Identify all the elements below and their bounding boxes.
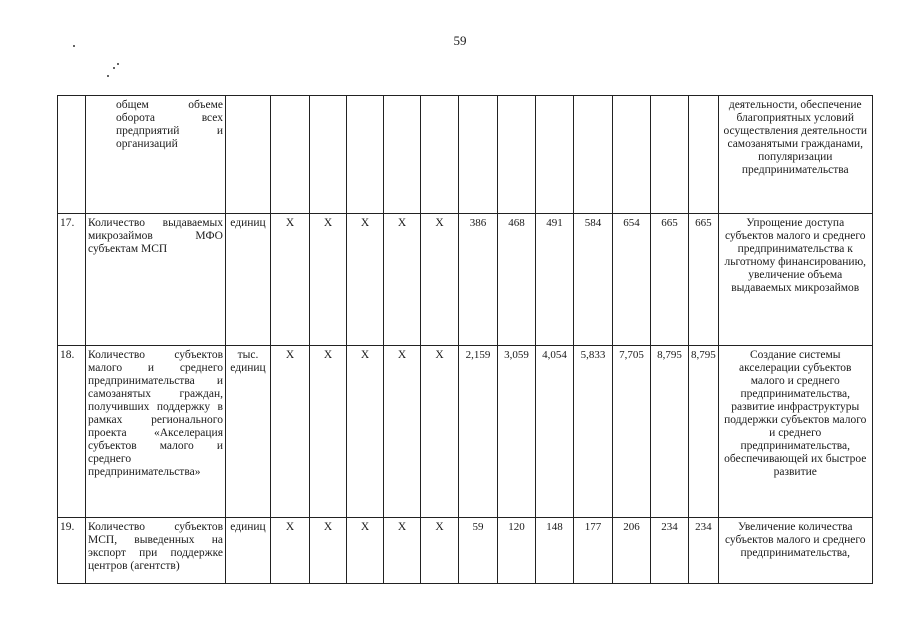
unit-cell: тыс. единиц (226, 346, 271, 518)
x-cell: X (347, 518, 384, 584)
table-row (58, 346, 873, 518)
description-cell: Увеличение количества субъектов малого и среднего предпринимательства, (718, 518, 872, 584)
indicator-name: Количество субъектов МСП, выведенных на экспорт при поддержке центров (агентств) (86, 518, 226, 584)
indicator-name: Количество субъектов малого и среднего предпринимательства и самозанятых граждан, получивших поддержку в рамках регионального проекта «Акселерация субъектов малого и среднего предпринимательства» (86, 346, 226, 518)
value-cell: 491 (536, 214, 574, 346)
value-cell: 8,795 (689, 346, 719, 518)
value-cell: 8,795 (651, 346, 689, 518)
row-number: 19. (58, 518, 86, 584)
value-cell: 234 (651, 518, 689, 584)
value-cell: 177 (574, 518, 613, 584)
description-cell: Упрощение доступа субъектов малого и среднего предпринимательства к льготному финансированию, увеличение объема выдаваемых микрозаймов (718, 214, 872, 346)
page-number: 59 (453, 33, 467, 48)
value-cell: 468 (498, 214, 536, 346)
x-cell: X (310, 518, 347, 584)
x-cell (384, 96, 421, 214)
x-cell: X (421, 346, 459, 518)
value-cell: 4,054 (536, 346, 574, 518)
indicators-table (57, 95, 873, 584)
x-cell (421, 96, 459, 214)
x-cell: X (347, 346, 384, 518)
value-cell: 584 (574, 214, 613, 346)
value-cell: 120 (498, 518, 536, 584)
x-cell: X (310, 346, 347, 518)
x-cell (310, 96, 347, 214)
x-cell: X (310, 214, 347, 346)
value-cell (536, 96, 574, 214)
value-cell: 2,159 (459, 346, 498, 518)
value-cell: 234 (689, 518, 719, 584)
x-cell: X (421, 214, 459, 346)
value-cell (689, 96, 719, 214)
unit-cell (226, 96, 271, 214)
x-cell: X (384, 518, 421, 584)
value-cell (498, 96, 536, 214)
value-cell: 665 (651, 214, 689, 346)
table-row (58, 518, 873, 584)
x-cell: X (271, 214, 310, 346)
indicator-name: Количество выдаваемых микрозаймов МФО субъектам МСП (86, 214, 226, 346)
description-cell: Создание системы акселерации субъектов малого и среднего предпринимательства, развитие инфраструктуры поддержки субъектов малого и среднего предпринимательства, обеспечивающей их быстрое развитие (718, 346, 872, 518)
unit-cell: единиц (226, 214, 271, 346)
value-cell (613, 96, 651, 214)
x-cell: X (347, 214, 384, 346)
row-number: 17. (58, 214, 86, 346)
unit-cell: единиц (226, 518, 271, 584)
x-cell (271, 96, 310, 214)
x-cell: X (384, 214, 421, 346)
x-cell: X (384, 346, 421, 518)
row-number (58, 96, 86, 214)
value-cell (459, 96, 498, 214)
value-cell: 386 (459, 214, 498, 346)
description-cell: деятельности, обеспечение благоприятных условий осуществления деятельности самозанятыми гражданами, популяризации предпринимательства (718, 96, 872, 214)
value-cell: 654 (613, 214, 651, 346)
value-cell: 59 (459, 518, 498, 584)
value-cell: 5,833 (574, 346, 613, 518)
table-row (58, 214, 873, 346)
value-cell (574, 96, 613, 214)
x-cell (347, 96, 384, 214)
scan-specks (70, 40, 130, 80)
x-cell: X (421, 518, 459, 584)
x-cell: X (271, 518, 310, 584)
table-row (58, 96, 873, 214)
value-cell: 148 (536, 518, 574, 584)
indicator-name: общем объеме оборота всех предприятий и организаций (86, 96, 226, 214)
x-cell: X (271, 346, 310, 518)
value-cell: 7,705 (613, 346, 651, 518)
row-number: 18. (58, 346, 86, 518)
value-cell: 665 (689, 214, 719, 346)
value-cell: 206 (613, 518, 651, 584)
value-cell: 3,059 (498, 346, 536, 518)
value-cell (651, 96, 689, 214)
